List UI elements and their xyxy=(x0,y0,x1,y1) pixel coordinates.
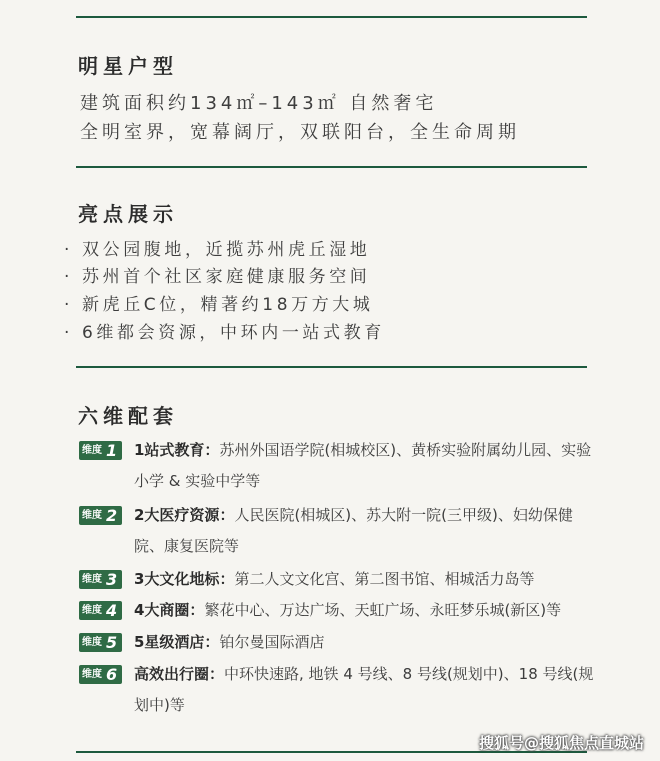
badge-number: 3 xyxy=(105,570,122,589)
item-label: 1站式教育： xyxy=(134,441,220,459)
dimension-item-6 xyxy=(134,659,594,721)
item-text: 铂尔曼国际酒店 xyxy=(219,633,325,651)
highlights-heading: 亮点展示 xyxy=(78,202,178,226)
item-label: 4大商圈： xyxy=(134,601,205,619)
item-text: 人民医院(相城区)、苏大附一院(三甲级)、妇幼保健院、康复医院等 xyxy=(134,506,573,555)
item-text: 繁花中心、万达广场、天虹广场、永旺梦乐城(新区)等 xyxy=(204,601,562,619)
highlight-item: · 双公园腹地，近揽苏州虎丘湿地 xyxy=(64,240,371,260)
dimension-item-5 xyxy=(134,627,594,658)
item-text: 第二人文文化宫、第二图书馆、相城活力岛等 xyxy=(234,570,535,588)
dimension-badge-5 xyxy=(79,633,122,652)
watermark: 搜狐号@搜狐焦点直城站 xyxy=(478,734,644,752)
dimension-badge-3 xyxy=(79,570,122,589)
highlight-item: · 6维都会资源，中环内一站式教育 xyxy=(64,323,385,343)
dimension-badge-4 xyxy=(79,601,122,620)
highlight-item: · 新虎丘C位，精著约18万方大城 xyxy=(64,295,374,315)
star-units-heading: 明星户型 xyxy=(78,54,178,78)
badge-number: 5 xyxy=(105,633,122,652)
badge-label: 维度 xyxy=(79,665,105,684)
item-label: 3大文化地标： xyxy=(134,570,235,588)
dimension-badge-6 xyxy=(79,665,122,684)
badge-label: 维度 xyxy=(79,633,105,652)
dimension-item-3 xyxy=(134,564,594,595)
item-label: 5星级酒店： xyxy=(134,633,220,651)
dimension-item-1 xyxy=(134,435,594,497)
badge-label: 维度 xyxy=(79,570,105,589)
badge-number: 4 xyxy=(105,601,122,620)
highlight-item: · 苏州首个社区家庭健康服务空间 xyxy=(64,267,371,287)
item-label: 高效出行圈： xyxy=(134,665,225,683)
top-divider xyxy=(76,16,587,18)
badge-number: 6 xyxy=(105,665,122,684)
dimension-badge-2 xyxy=(79,506,122,525)
six-dim-heading: 六维配套 xyxy=(78,404,178,428)
badge-label: 维度 xyxy=(79,441,105,460)
badge-number: 1 xyxy=(105,441,122,460)
dimension-item-2 xyxy=(134,500,594,562)
item-text: 苏州外国语学院(相城校区)、黄桥实验附属幼儿园、实验小学 & 实验中学等 xyxy=(134,441,592,490)
item-label: 2大医疗资源： xyxy=(134,506,235,524)
badge-label: 维度 xyxy=(79,506,105,525)
dimension-badge-1 xyxy=(79,441,122,460)
divider-2 xyxy=(76,366,587,368)
badge-label: 维度 xyxy=(79,601,105,620)
dimension-item-4 xyxy=(134,595,594,626)
star-units-line-1: 建筑面积约134㎡–143㎡ 自然奢宅 xyxy=(80,93,438,114)
badge-number: 2 xyxy=(105,506,122,525)
item-text: 中环快速路, 地铁 4 号线、8 号线(规划中)、18 号线(规划中)等 xyxy=(134,665,594,714)
divider-1 xyxy=(76,166,587,168)
star-units-line-2: 全明室界，宽幕阔厅，双联阳台，全生命周期 xyxy=(80,122,520,143)
